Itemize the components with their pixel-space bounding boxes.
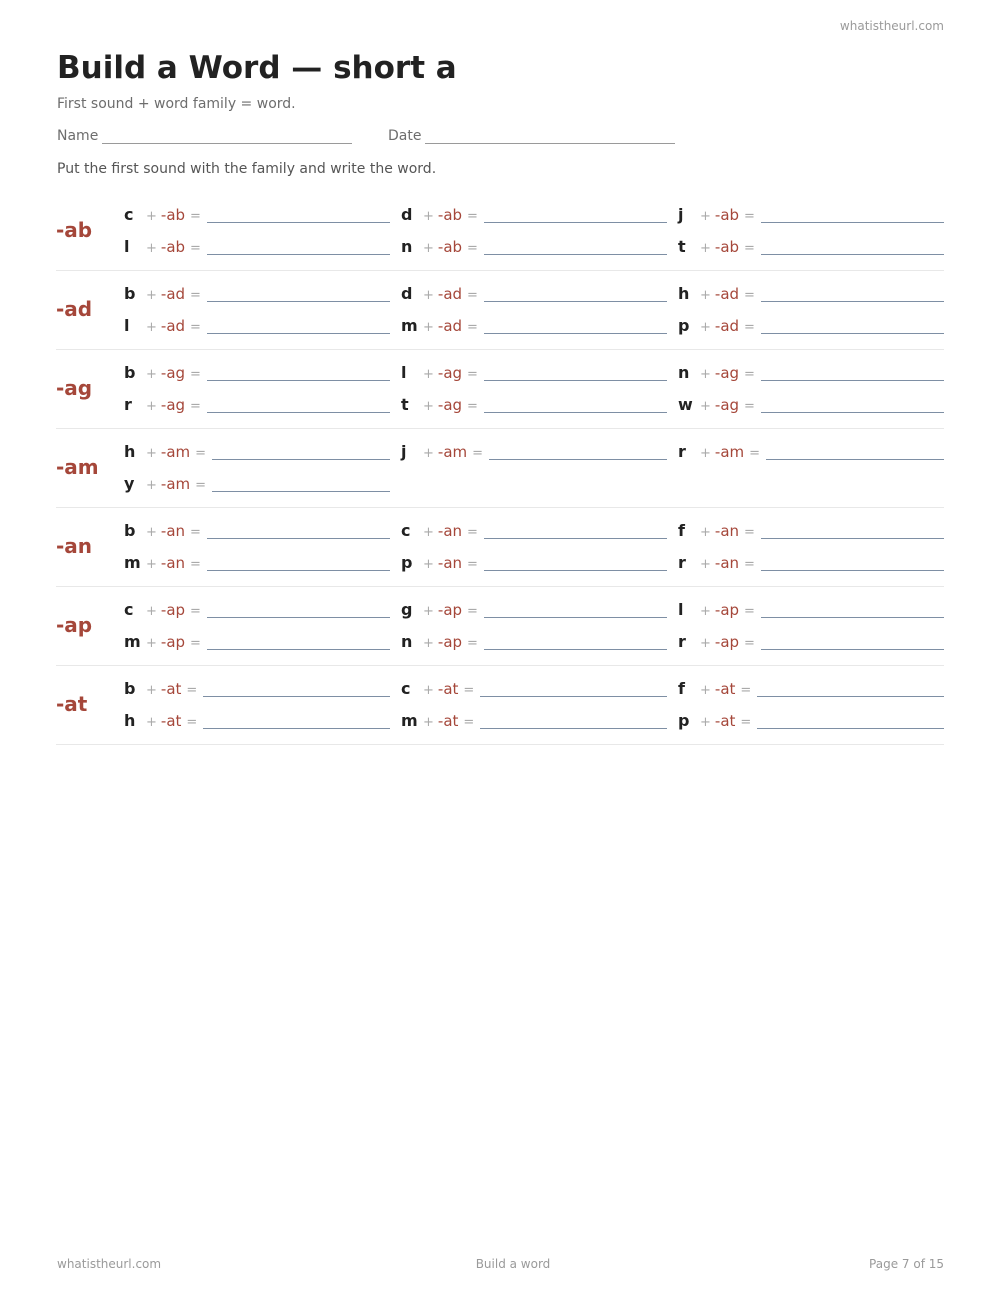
first-sound: f [678, 521, 685, 540]
word-build-item [124, 392, 390, 414]
answer-line[interactable] [761, 220, 944, 223]
first-sound: j [401, 442, 407, 461]
plus-sign: + [700, 288, 711, 303]
first-sound: b [124, 284, 136, 303]
word-family: -ad [437, 317, 463, 335]
answer-line[interactable] [207, 299, 390, 302]
word-family: -ad [160, 317, 186, 335]
word-family: -ap [714, 601, 740, 619]
plus-sign: + [146, 209, 157, 224]
first-sound: c [401, 679, 411, 698]
word-build-item [401, 597, 667, 619]
plus-sign: + [423, 209, 434, 224]
word-build-item [678, 360, 944, 382]
first-sound: b [124, 521, 136, 540]
plus-sign: + [146, 525, 157, 540]
family-row [56, 350, 944, 429]
word-family: -ap [160, 601, 186, 619]
first-sound: n [401, 237, 413, 256]
plus-sign: + [423, 320, 434, 335]
equals-sign: = [472, 446, 484, 461]
first-sound: l [124, 237, 130, 256]
word-build-item [678, 708, 944, 730]
first-sound: h [678, 284, 690, 303]
equals-sign: = [190, 288, 201, 303]
plus-sign: + [146, 715, 157, 730]
word-family: -at [160, 712, 182, 730]
word-build-item [678, 518, 944, 540]
plus-sign: + [700, 209, 711, 224]
plus-sign: + [700, 604, 711, 619]
equals-sign: = [195, 478, 207, 493]
answer-line[interactable] [484, 647, 667, 650]
word-build-item [401, 313, 667, 335]
word-build-item [678, 629, 944, 651]
first-sound: b [124, 679, 136, 698]
word-family: -ap [160, 633, 186, 651]
equals-sign: = [744, 209, 755, 224]
equals-sign: = [744, 241, 755, 256]
word-build-item [401, 708, 667, 730]
word-family: -an [714, 522, 740, 540]
word-build-item [401, 676, 667, 698]
first-sound: r [678, 442, 686, 461]
first-sound: g [401, 600, 413, 619]
equals-sign: = [467, 288, 478, 303]
answer-line[interactable] [761, 299, 944, 302]
plus-sign: + [146, 320, 157, 335]
word-build-item [678, 597, 944, 619]
word-family: -ag [714, 364, 740, 382]
plus-sign: + [423, 525, 434, 540]
word-build-item [124, 708, 390, 730]
word-family: -ad [437, 285, 463, 303]
plus-sign: + [146, 604, 157, 619]
equals-sign: = [190, 241, 201, 256]
answer-line[interactable] [203, 726, 390, 729]
word-family: -ab [714, 238, 740, 256]
answer-line[interactable] [207, 378, 390, 381]
answer-line[interactable] [207, 647, 390, 650]
plus-sign: + [146, 557, 157, 572]
equals-sign: = [195, 446, 207, 461]
first-sound: d [401, 284, 413, 303]
plus-sign: + [423, 288, 434, 303]
equals-sign: = [744, 288, 755, 303]
first-sound: j [678, 205, 684, 224]
word-build-item [401, 518, 667, 540]
equals-sign: = [467, 209, 478, 224]
answer-line[interactable] [761, 252, 944, 255]
word-build-item [124, 439, 390, 461]
plus-sign: + [423, 683, 434, 698]
answer-line[interactable] [761, 568, 944, 571]
equals-sign: = [190, 636, 201, 651]
answer-line[interactable] [480, 694, 667, 697]
plus-sign: + [423, 715, 434, 730]
answer-line[interactable] [484, 615, 667, 618]
equals-sign: = [190, 557, 201, 572]
answer-line[interactable] [761, 331, 944, 334]
family-label: -ap [56, 613, 93, 637]
name-write-line [102, 133, 352, 144]
word-family: -ab [160, 206, 186, 224]
word-build-item [678, 439, 944, 461]
equals-sign: = [744, 525, 755, 540]
plus-sign: + [700, 636, 711, 651]
page-number: Page 7 of 15 [869, 1257, 944, 1271]
word-build-item [678, 676, 944, 698]
equals-sign: = [190, 367, 201, 382]
first-sound: l [124, 316, 130, 335]
plus-sign: + [423, 241, 434, 256]
equals-sign: = [740, 715, 752, 730]
footer-title: Build a word [475, 1257, 551, 1271]
equals-sign: = [190, 525, 201, 540]
equals-sign: = [740, 683, 752, 698]
word-build-item [124, 281, 390, 303]
page-subtitle: First sound + word family = word. [57, 96, 296, 112]
plus-sign: + [700, 241, 711, 256]
word-build-item [124, 550, 390, 572]
word-family: -am [160, 443, 191, 461]
word-family: -ag [714, 396, 740, 414]
word-build-item [401, 550, 667, 572]
first-sound: f [678, 679, 685, 698]
first-sound: p [401, 553, 413, 572]
answer-line[interactable] [484, 536, 667, 539]
word-build-item [678, 392, 944, 414]
word-family: -at [437, 712, 459, 730]
word-family: -ag [437, 396, 463, 414]
word-build-item [678, 234, 944, 256]
equals-sign: = [744, 636, 755, 651]
word-family: -ag [160, 396, 186, 414]
page-title: Build a Word — short a [57, 50, 457, 86]
equals-sign: = [190, 209, 201, 224]
word-family: -ap [437, 633, 463, 651]
answer-line[interactable] [212, 457, 390, 460]
equals-sign: = [463, 715, 475, 730]
name-field [57, 128, 352, 144]
answer-line[interactable] [207, 410, 390, 413]
answer-line[interactable] [484, 220, 667, 223]
answer-line[interactable] [484, 252, 667, 255]
word-family: -ap [714, 633, 740, 651]
word-family: -ap [437, 601, 463, 619]
word-family: -at [714, 712, 736, 730]
family-row [56, 271, 944, 350]
answer-line[interactable] [484, 378, 667, 381]
word-family: -ad [714, 285, 740, 303]
plus-sign: + [146, 241, 157, 256]
equals-sign: = [744, 557, 755, 572]
answer-line[interactable] [207, 568, 390, 571]
footer-site: whatistheurl.com [57, 1257, 162, 1271]
first-sound: p [678, 316, 690, 335]
plus-sign: + [700, 715, 711, 730]
plus-sign: + [146, 683, 157, 698]
answer-line[interactable] [207, 331, 390, 334]
family-label: -am [56, 455, 99, 479]
date-write-line [425, 133, 675, 144]
answer-line[interactable] [480, 726, 667, 729]
word-family: -an [714, 554, 740, 572]
word-build-item [124, 234, 390, 256]
word-family-list [56, 192, 944, 745]
family-row [56, 429, 944, 508]
plus-sign: + [146, 446, 157, 461]
word-build-item [678, 202, 944, 224]
word-build-item [401, 629, 667, 651]
word-family: -an [437, 554, 463, 572]
plus-sign: + [700, 557, 711, 572]
answer-line[interactable] [489, 457, 667, 460]
plus-sign: + [146, 399, 157, 414]
answer-line[interactable] [203, 694, 390, 697]
equals-sign: = [467, 399, 478, 414]
word-build-item [401, 281, 667, 303]
plus-sign: + [146, 288, 157, 303]
plus-sign: + [423, 557, 434, 572]
word-family: -at [437, 680, 459, 698]
equals-sign: = [186, 715, 198, 730]
answer-line[interactable] [207, 252, 390, 255]
equals-sign: = [463, 683, 475, 698]
word-family: -ad [714, 317, 740, 335]
plus-sign: + [423, 636, 434, 651]
word-build-item [401, 439, 667, 461]
first-sound: m [124, 632, 141, 651]
first-sound: p [678, 711, 690, 730]
word-family: -ab [437, 238, 463, 256]
plus-sign: + [700, 446, 711, 461]
date-label: Date [388, 128, 422, 144]
equals-sign: = [744, 320, 755, 335]
date-field [388, 128, 675, 144]
word-build-item [678, 550, 944, 572]
first-sound: l [401, 363, 407, 382]
plus-sign: + [423, 446, 434, 461]
word-family: -ab [160, 238, 186, 256]
plus-sign: + [146, 636, 157, 651]
word-build-item [124, 629, 390, 651]
word-build-item [124, 313, 390, 335]
first-sound: h [124, 711, 136, 730]
first-sound: n [678, 363, 690, 382]
word-family: -ab [714, 206, 740, 224]
site-url-top: whatistheurl.com [839, 19, 944, 33]
answer-line[interactable] [484, 568, 667, 571]
instructions: Put the first sound with the family and write the word. [57, 161, 437, 177]
word-build-item [401, 234, 667, 256]
word-build-item [401, 202, 667, 224]
family-label: -ad [56, 297, 93, 321]
equals-sign: = [467, 367, 478, 382]
word-build-item [124, 202, 390, 224]
answer-line[interactable] [207, 220, 390, 223]
word-build-item [124, 360, 390, 382]
equals-sign: = [744, 399, 755, 414]
first-sound: d [401, 205, 413, 224]
answer-line[interactable] [761, 536, 944, 539]
answer-line[interactable] [761, 410, 944, 413]
answer-line[interactable] [207, 536, 390, 539]
plus-sign: + [423, 604, 434, 619]
first-sound: r [124, 395, 132, 414]
plus-sign: + [146, 367, 157, 382]
plus-sign: + [146, 478, 157, 493]
answer-line[interactable] [484, 410, 667, 413]
plus-sign: + [700, 320, 711, 335]
family-label: -an [56, 534, 93, 558]
word-family: -ag [160, 364, 186, 382]
word-family: -at [160, 680, 182, 698]
plus-sign: + [700, 399, 711, 414]
word-family: -an [160, 522, 186, 540]
first-sound: m [124, 553, 141, 572]
word-family: -at [714, 680, 736, 698]
word-family: -am [714, 443, 745, 461]
answer-line[interactable] [761, 378, 944, 381]
word-family: -ad [160, 285, 186, 303]
word-build-item [401, 360, 667, 382]
first-sound: m [401, 711, 418, 730]
equals-sign: = [190, 604, 201, 619]
answer-line[interactable] [766, 457, 944, 460]
family-row [56, 666, 944, 745]
first-sound: r [678, 553, 686, 572]
word-family: -am [437, 443, 468, 461]
equals-sign: = [744, 604, 755, 619]
equals-sign: = [467, 320, 478, 335]
answer-line[interactable] [761, 615, 944, 618]
equals-sign: = [186, 683, 198, 698]
family-label: -ab [56, 218, 93, 242]
equals-sign: = [190, 320, 201, 335]
first-sound: c [401, 521, 411, 540]
family-label: -ag [56, 376, 93, 400]
word-build-item [124, 471, 390, 493]
equals-sign: = [467, 525, 478, 540]
family-label: -at [56, 692, 88, 716]
first-sound: w [678, 395, 693, 414]
first-sound: c [124, 600, 134, 619]
plus-sign: + [423, 399, 434, 414]
word-family: -an [160, 554, 186, 572]
equals-sign: = [467, 557, 478, 572]
first-sound: y [124, 474, 135, 493]
word-build-item [124, 518, 390, 540]
equals-sign: = [467, 241, 478, 256]
answer-line[interactable] [757, 694, 944, 697]
first-sound: c [124, 205, 134, 224]
name-label: Name [57, 128, 99, 144]
plus-sign: + [700, 367, 711, 382]
equals-sign: = [190, 399, 201, 414]
first-sound: t [678, 237, 686, 256]
first-sound: n [401, 632, 413, 651]
answer-line[interactable] [757, 726, 944, 729]
answer-line[interactable] [484, 331, 667, 334]
word-build-item [401, 392, 667, 414]
word-family: -am [160, 475, 191, 493]
answer-line[interactable] [761, 647, 944, 650]
first-sound: h [124, 442, 136, 461]
family-row [56, 192, 944, 271]
plus-sign: + [700, 525, 711, 540]
plus-sign: + [700, 683, 711, 698]
word-build-item [678, 313, 944, 335]
first-sound: m [401, 316, 418, 335]
equals-sign: = [467, 604, 478, 619]
word-build-item [678, 281, 944, 303]
answer-line[interactable] [484, 299, 667, 302]
answer-line[interactable] [207, 615, 390, 618]
word-family: -an [437, 522, 463, 540]
first-sound: t [401, 395, 409, 414]
word-family: -ag [437, 364, 463, 382]
equals-sign: = [749, 446, 761, 461]
word-build-item [124, 676, 390, 698]
word-build-item [124, 597, 390, 619]
equals-sign: = [744, 367, 755, 382]
family-row [56, 508, 944, 587]
plus-sign: + [423, 367, 434, 382]
answer-line[interactable] [212, 489, 390, 492]
word-family: -ab [437, 206, 463, 224]
first-sound: l [678, 600, 684, 619]
first-sound: r [678, 632, 686, 651]
equals-sign: = [467, 636, 478, 651]
first-sound: b [124, 363, 136, 382]
family-row [56, 587, 944, 666]
